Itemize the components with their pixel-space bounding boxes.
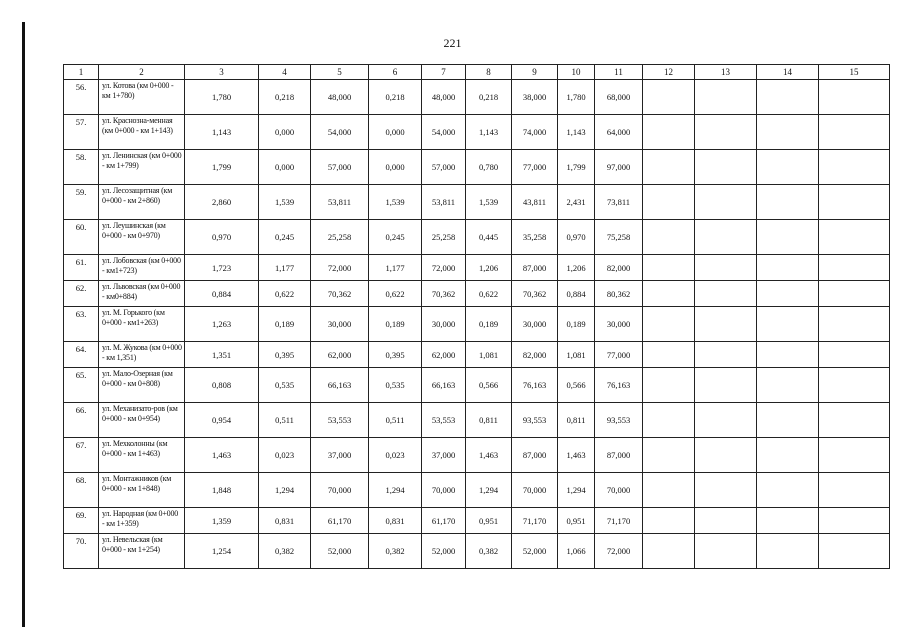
value-cell: 1,799	[558, 150, 595, 185]
table-row	[64, 80, 890, 115]
value-cell: 30,000	[512, 307, 558, 342]
value-cell: 1,206	[558, 255, 595, 281]
empty-cell	[757, 281, 819, 307]
value-cell: 0,970	[558, 220, 595, 255]
empty-cell	[757, 80, 819, 115]
column-header: 3	[185, 65, 259, 80]
value-cell: 0,395	[369, 342, 422, 368]
value-cell: 1,263	[185, 307, 259, 342]
value-cell: 1,066	[558, 534, 595, 569]
value-cell: 53,553	[311, 403, 369, 438]
value-cell: 1,143	[466, 115, 512, 150]
empty-cell	[643, 115, 695, 150]
row-number: 65.	[64, 368, 99, 403]
empty-cell	[819, 403, 890, 438]
value-cell: 0,023	[259, 438, 311, 473]
value-cell: 0,382	[466, 534, 512, 569]
empty-cell	[819, 281, 890, 307]
row-number: 62.	[64, 281, 99, 307]
street-name: ул. Котова (км 0+000 - км 1+780)	[99, 80, 185, 115]
empty-cell	[643, 281, 695, 307]
empty-cell	[695, 473, 757, 508]
value-cell: 62,000	[422, 342, 466, 368]
value-cell: 1,351	[185, 342, 259, 368]
street-name: ул. Монтажников (км 0+000 - км 1+848)	[99, 473, 185, 508]
value-cell: 0,382	[369, 534, 422, 569]
empty-cell	[819, 307, 890, 342]
value-cell: 0,000	[259, 115, 311, 150]
table-row	[64, 220, 890, 255]
value-cell: 30,000	[422, 307, 466, 342]
value-cell: 30,000	[595, 307, 643, 342]
value-cell: 0,218	[466, 80, 512, 115]
empty-cell	[695, 368, 757, 403]
empty-cell	[695, 115, 757, 150]
empty-cell	[695, 255, 757, 281]
value-cell: 87,000	[512, 438, 558, 473]
value-cell: 0,566	[558, 368, 595, 403]
street-name: ул. Лесозащитная (км 0+000 - км 2+860)	[99, 185, 185, 220]
value-cell: 93,553	[595, 403, 643, 438]
empty-cell	[819, 150, 890, 185]
empty-cell	[695, 438, 757, 473]
value-cell: 73,811	[595, 185, 643, 220]
value-cell: 1,081	[558, 342, 595, 368]
value-cell: 1,539	[466, 185, 512, 220]
table-row	[64, 255, 890, 281]
empty-cell	[757, 307, 819, 342]
value-cell: 37,000	[422, 438, 466, 473]
value-cell: 54,000	[311, 115, 369, 150]
empty-cell	[819, 342, 890, 368]
value-cell: 53,811	[311, 185, 369, 220]
empty-cell	[643, 220, 695, 255]
empty-cell	[819, 255, 890, 281]
value-cell: 0,511	[369, 403, 422, 438]
value-cell: 0,218	[259, 80, 311, 115]
value-cell: 25,258	[422, 220, 466, 255]
empty-cell	[819, 185, 890, 220]
value-cell: 0,622	[369, 281, 422, 307]
value-cell: 1,539	[259, 185, 311, 220]
value-cell: 0,811	[558, 403, 595, 438]
empty-cell	[695, 342, 757, 368]
empty-cell	[695, 150, 757, 185]
value-cell: 0,622	[259, 281, 311, 307]
empty-cell	[643, 342, 695, 368]
row-number: 60.	[64, 220, 99, 255]
value-cell: 70,000	[422, 473, 466, 508]
value-cell: 82,000	[595, 255, 643, 281]
column-header: 14	[757, 65, 819, 80]
column-header: 7	[422, 65, 466, 80]
empty-cell	[819, 220, 890, 255]
value-cell: 35,258	[512, 220, 558, 255]
value-cell: 0,884	[558, 281, 595, 307]
value-cell: 0,970	[185, 220, 259, 255]
column-header: 1	[64, 65, 99, 80]
value-cell: 0,808	[185, 368, 259, 403]
value-cell: 1,463	[558, 438, 595, 473]
column-header: 10	[558, 65, 595, 80]
empty-cell	[819, 438, 890, 473]
column-header: 15	[819, 65, 890, 80]
value-cell: 93,553	[512, 403, 558, 438]
row-number: 70.	[64, 534, 99, 569]
value-cell: 2,431	[558, 185, 595, 220]
empty-cell	[695, 185, 757, 220]
table-row	[64, 185, 890, 220]
value-cell: 64,000	[595, 115, 643, 150]
value-cell: 76,163	[595, 368, 643, 403]
value-cell: 72,000	[595, 534, 643, 569]
value-cell: 70,362	[512, 281, 558, 307]
table-row	[64, 438, 890, 473]
value-cell: 70,362	[422, 281, 466, 307]
value-cell: 1,177	[259, 255, 311, 281]
value-cell: 0,000	[259, 150, 311, 185]
row-number: 66.	[64, 403, 99, 438]
value-cell: 0,189	[259, 307, 311, 342]
roads-table	[63, 64, 890, 569]
value-cell: 0,951	[558, 508, 595, 534]
column-header: 8	[466, 65, 512, 80]
value-cell: 70,000	[512, 473, 558, 508]
value-cell: 0,535	[259, 368, 311, 403]
value-cell: 71,170	[595, 508, 643, 534]
empty-cell	[695, 80, 757, 115]
header-row	[64, 65, 890, 80]
value-cell: 0,000	[369, 150, 422, 185]
value-cell: 0,189	[369, 307, 422, 342]
value-cell: 0,245	[369, 220, 422, 255]
street-name: ул. Ленинская (км 0+000 - км 1+799)	[99, 150, 185, 185]
value-cell: 0,780	[466, 150, 512, 185]
value-cell: 1,081	[466, 342, 512, 368]
value-cell: 1,143	[185, 115, 259, 150]
value-cell: 82,000	[512, 342, 558, 368]
value-cell: 57,000	[311, 150, 369, 185]
column-header: 4	[259, 65, 311, 80]
value-cell: 52,000	[311, 534, 369, 569]
value-cell: 1,799	[185, 150, 259, 185]
value-cell: 70,000	[311, 473, 369, 508]
value-cell: 61,170	[311, 508, 369, 534]
row-number: 59.	[64, 185, 99, 220]
column-header: 11	[595, 65, 643, 80]
value-cell: 1,463	[466, 438, 512, 473]
street-name: ул. Львовская (км 0+000 - км0+884)	[99, 281, 185, 307]
value-cell: 30,000	[311, 307, 369, 342]
empty-cell	[643, 438, 695, 473]
empty-cell	[695, 281, 757, 307]
value-cell: 1,780	[185, 80, 259, 115]
value-cell: 66,163	[422, 368, 466, 403]
value-cell: 0,811	[466, 403, 512, 438]
empty-cell	[819, 534, 890, 569]
value-cell: 72,000	[422, 255, 466, 281]
value-cell: 75,258	[595, 220, 643, 255]
empty-cell	[757, 403, 819, 438]
empty-cell	[757, 438, 819, 473]
value-cell: 97,000	[595, 150, 643, 185]
empty-cell	[695, 403, 757, 438]
value-cell: 72,000	[311, 255, 369, 281]
value-cell: 0,535	[369, 368, 422, 403]
value-cell: 37,000	[311, 438, 369, 473]
value-cell: 74,000	[512, 115, 558, 150]
row-number: 56.	[64, 80, 99, 115]
table-row	[64, 307, 890, 342]
empty-cell	[695, 220, 757, 255]
value-cell: 1,359	[185, 508, 259, 534]
table-row	[64, 403, 890, 438]
value-cell: 25,258	[311, 220, 369, 255]
row-number: 67.	[64, 438, 99, 473]
table-row	[64, 150, 890, 185]
empty-cell	[643, 368, 695, 403]
value-cell: 1,780	[558, 80, 595, 115]
column-header: 12	[643, 65, 695, 80]
column-header: 9	[512, 65, 558, 80]
value-cell: 0,831	[369, 508, 422, 534]
empty-cell	[695, 307, 757, 342]
value-cell: 0,000	[369, 115, 422, 150]
value-cell: 76,163	[512, 368, 558, 403]
table-row	[64, 281, 890, 307]
value-cell: 48,000	[422, 80, 466, 115]
left-margin-rule	[22, 22, 25, 627]
value-cell: 1,294	[259, 473, 311, 508]
page-number: 221	[443, 36, 462, 50]
value-cell: 66,163	[311, 368, 369, 403]
value-cell: 0,951	[466, 508, 512, 534]
value-cell: 1,143	[558, 115, 595, 150]
value-cell: 0,884	[185, 281, 259, 307]
row-number: 57.	[64, 115, 99, 150]
empty-cell	[757, 508, 819, 534]
row-number: 68.	[64, 473, 99, 508]
value-cell: 1,206	[466, 255, 512, 281]
value-cell: 48,000	[311, 80, 369, 115]
value-cell: 77,000	[512, 150, 558, 185]
value-cell: 0,445	[466, 220, 512, 255]
street-name: ул. Механизато-ров (км 0+000 - км 0+954)	[99, 403, 185, 438]
value-cell: 53,811	[422, 185, 466, 220]
row-number: 69.	[64, 508, 99, 534]
table-row	[64, 508, 890, 534]
empty-cell	[757, 255, 819, 281]
column-header: 5	[311, 65, 369, 80]
value-cell: 43,811	[512, 185, 558, 220]
empty-cell	[819, 368, 890, 403]
street-name: ул. М. Жукова (км 0+000 - км 1,351)	[99, 342, 185, 368]
table-body	[64, 65, 890, 569]
value-cell: 87,000	[595, 438, 643, 473]
value-cell: 0,831	[259, 508, 311, 534]
row-number: 64.	[64, 342, 99, 368]
value-cell: 0,189	[466, 307, 512, 342]
value-cell: 57,000	[422, 150, 466, 185]
empty-cell	[819, 115, 890, 150]
empty-cell	[757, 342, 819, 368]
empty-cell	[757, 534, 819, 569]
street-name: ул. Мехколонны (км 0+000 - км 1+463)	[99, 438, 185, 473]
street-name: ул. Лобовская (км 0+000 - км1+723)	[99, 255, 185, 281]
value-cell: 87,000	[512, 255, 558, 281]
value-cell: 1,294	[369, 473, 422, 508]
value-cell: 53,553	[422, 403, 466, 438]
value-cell: 0,566	[466, 368, 512, 403]
empty-cell	[643, 150, 695, 185]
value-cell: 54,000	[422, 115, 466, 150]
value-cell: 1,254	[185, 534, 259, 569]
value-cell: 80,362	[595, 281, 643, 307]
value-cell: 0,023	[369, 438, 422, 473]
empty-cell	[757, 368, 819, 403]
column-header: 2	[99, 65, 185, 80]
value-cell: 52,000	[422, 534, 466, 569]
value-cell: 1,848	[185, 473, 259, 508]
empty-cell	[643, 255, 695, 281]
street-name: ул. Мало-Озерная (км 0+000 - км 0+808)	[99, 368, 185, 403]
empty-cell	[757, 473, 819, 508]
value-cell: 1,177	[369, 255, 422, 281]
value-cell: 2,860	[185, 185, 259, 220]
table-row	[64, 115, 890, 150]
street-name: ул. Невельская (км 0+000 - км 1+254)	[99, 534, 185, 569]
value-cell: 1,539	[369, 185, 422, 220]
value-cell: 0,245	[259, 220, 311, 255]
empty-cell	[757, 115, 819, 150]
street-name: ул. Леушинская (км 0+000 - км 0+970)	[99, 220, 185, 255]
value-cell: 1,294	[558, 473, 595, 508]
empty-cell	[643, 185, 695, 220]
table-row	[64, 368, 890, 403]
column-header: 13	[695, 65, 757, 80]
empty-cell	[643, 307, 695, 342]
value-cell: 1,723	[185, 255, 259, 281]
value-cell: 38,000	[512, 80, 558, 115]
column-header: 6	[369, 65, 422, 80]
value-cell: 61,170	[422, 508, 466, 534]
value-cell: 0,511	[259, 403, 311, 438]
street-name: ул. Народная (км 0+000 - км 1+359)	[99, 508, 185, 534]
table-row	[64, 473, 890, 508]
empty-cell	[757, 220, 819, 255]
value-cell: 71,170	[512, 508, 558, 534]
empty-cell	[643, 473, 695, 508]
value-cell: 0,622	[466, 281, 512, 307]
empty-cell	[757, 150, 819, 185]
value-cell: 0,395	[259, 342, 311, 368]
row-number: 58.	[64, 150, 99, 185]
value-cell: 1,294	[466, 473, 512, 508]
value-cell: 70,362	[311, 281, 369, 307]
empty-cell	[643, 403, 695, 438]
street-name: ул. М. Горького (км 0+000 - км1+263)	[99, 307, 185, 342]
empty-cell	[643, 508, 695, 534]
empty-cell	[819, 473, 890, 508]
value-cell: 77,000	[595, 342, 643, 368]
value-cell: 68,000	[595, 80, 643, 115]
street-name: ул. Краснозна-менная (км 0+000 - км 1+143)	[99, 115, 185, 150]
empty-cell	[695, 534, 757, 569]
value-cell: 70,000	[595, 473, 643, 508]
empty-cell	[757, 185, 819, 220]
empty-cell	[643, 534, 695, 569]
value-cell: 0,382	[259, 534, 311, 569]
row-number: 63.	[64, 307, 99, 342]
value-cell: 0,954	[185, 403, 259, 438]
empty-cell	[819, 508, 890, 534]
value-cell: 52,000	[512, 534, 558, 569]
table-row	[64, 342, 890, 368]
value-cell: 62,000	[311, 342, 369, 368]
empty-cell	[819, 80, 890, 115]
table-row	[64, 534, 890, 569]
value-cell: 0,218	[369, 80, 422, 115]
value-cell: 0,189	[558, 307, 595, 342]
row-number: 61.	[64, 255, 99, 281]
empty-cell	[643, 80, 695, 115]
empty-cell	[695, 508, 757, 534]
value-cell: 1,463	[185, 438, 259, 473]
